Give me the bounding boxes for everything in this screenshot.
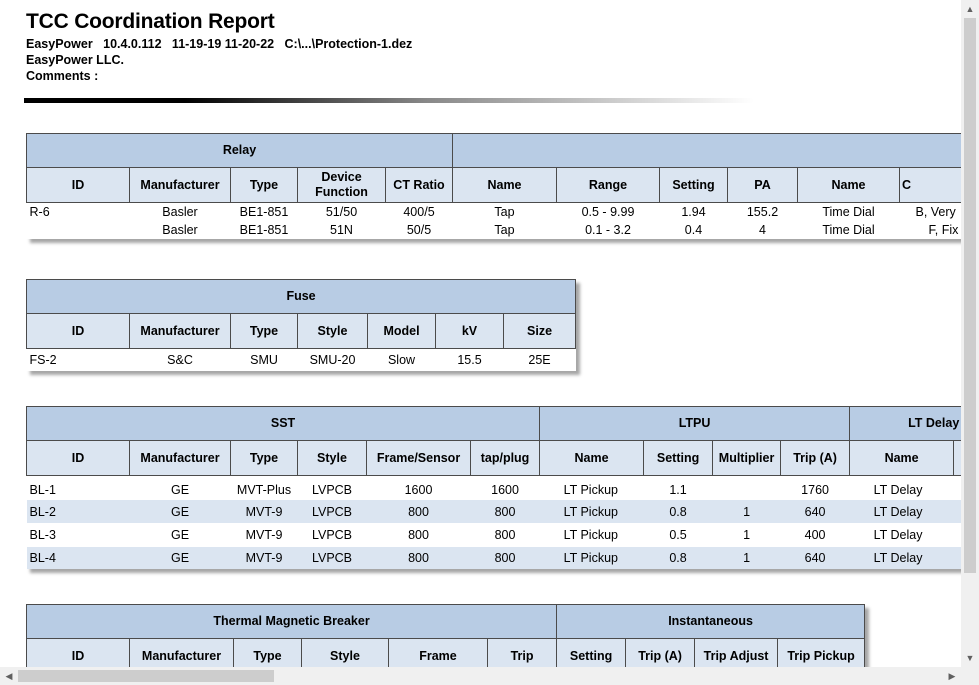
cell: 400/5 [403,205,435,219]
column-header: Manufacturer [130,639,234,668]
column-header: Setting [660,168,728,203]
cell [27,221,130,239]
group-header: Instantaneous [557,605,865,639]
cell: GE [170,483,190,497]
cell: LVPCB [298,500,367,523]
column-header: Manufacturer [130,168,231,203]
cell: 400 [804,528,826,542]
column-header: Manufacturer [130,314,231,349]
cell: LT Pickup [540,500,644,523]
horizontal-scroll-thumb[interactable] [18,670,274,682]
column-header: Frame [389,639,488,668]
vertical-scrollbar[interactable] [961,0,979,667]
cell: BL-3 [29,528,56,542]
column-header: Name [798,168,900,203]
cell: Slow [387,353,416,367]
column-header: CT Ratio [386,168,453,203]
cell: MVT-9 [231,547,298,569]
cell: GE [130,547,231,569]
column-header: tap/plug [471,441,540,476]
column-header: Setting [557,639,626,668]
comments-label: Comments : [26,69,99,83]
cell: 800 [471,500,540,523]
cell [954,523,961,547]
scroll-right-icon[interactable]: ▶ [948,671,956,681]
group-header: Relay [27,134,453,168]
cell: B, Very [915,205,956,219]
column-header: Setting [644,441,713,476]
column-header: Type [231,441,298,476]
cell: 50/5 [406,223,432,237]
column-header: Range [557,168,660,203]
cell: 1600 [491,483,519,497]
column-header: Trip Adjust [695,639,778,668]
column-header: Style [298,441,367,476]
table-row [27,203,962,222]
column-header: Name [850,441,954,476]
column-header: ID [27,639,130,668]
company-name: EasyPower LLC. [26,53,124,67]
scroll-left-icon[interactable]: ◀ [5,671,13,681]
cell: 0.1 - 3.2 [585,223,631,237]
cell: FS-2 [29,353,57,367]
horizontal-scrollbar[interactable] [0,667,961,685]
group-header: LT Delay [850,407,961,441]
cell: 1760 [801,483,829,497]
column-header: Trip (A) [781,441,850,476]
cell: 155.2 [746,205,779,219]
cell: SMU [250,353,278,367]
group-header: SST [27,407,540,441]
report-title: TCC Coordination Report [26,10,275,33]
cell [954,480,961,500]
column-header: Trip [488,639,557,668]
group-header: Fuse [27,280,576,314]
column-header: Multiplier [713,441,781,476]
column-header: Manufacturer [130,441,231,476]
column-header: ID [27,314,130,349]
cell: 800 [408,528,429,542]
group-header [453,134,962,168]
cell: BL-1 [29,483,56,497]
column-header: C [900,168,962,203]
cell: LVPCB [311,483,353,497]
cell: R-6 [29,205,50,219]
cell [713,480,781,500]
vertical-scroll-thumb[interactable] [964,18,976,573]
column-header: Type [231,168,298,203]
cell: 0.5 - 9.99 [581,205,635,219]
column-header: Trip (A) [626,639,695,668]
cell: 15.5 [457,353,482,367]
cell: BE1-851 [239,205,289,219]
cell: BE1-851 [239,223,289,237]
cell: 0.8 [644,500,713,523]
tmb-table [26,604,865,667]
cell: LVPCB [311,528,353,542]
cell: LT Delay [850,547,954,569]
cell: LT Pickup [563,528,618,542]
sst-table [26,406,961,569]
cell: 0.8 [644,547,713,569]
table-row [27,221,962,239]
scroll-up-icon[interactable]: ▲ [965,4,975,14]
column-header: kV [436,314,504,349]
cell: 1 [713,547,781,569]
column-header: Name [453,168,557,203]
cell: 51N [330,223,353,237]
cell: 1 [713,500,781,523]
cell: MVT-9 [231,500,298,523]
cell [954,500,961,523]
column-header: Device Function [298,168,386,203]
cell: GE [130,500,231,523]
cell: 800 [471,547,540,569]
column-header: Size [504,314,576,349]
scroll-down-icon[interactable]: ▼ [965,653,975,663]
cell [954,547,961,569]
table-row [27,500,962,523]
column-header: Style [302,639,389,668]
column-header: Frame/Sensor [367,441,471,476]
cell: Time Dial [822,223,875,237]
cell: 51/50 [325,205,358,219]
cell: 1.1 [669,483,687,497]
report-info-line: EasyPower 10.4.0.112 11-19-19 11-20-22 C:\...\Protection-1.dez [26,37,413,51]
cell: Basler [162,223,198,237]
cell: S&C [167,353,193,367]
cell: 0.4 [684,223,703,237]
cell: MVT-Plus [236,483,292,497]
cell: 640 [781,547,850,569]
cell: SMU-20 [309,353,356,367]
column-header: Type [234,639,302,668]
cell: LT Delay [873,483,923,497]
cell: MVT-9 [245,528,283,542]
cell: 800 [367,500,471,523]
cell: 640 [781,500,850,523]
cell: 1.94 [681,205,706,219]
column-header: ID [27,168,130,203]
cell: LT Pickup [540,547,644,569]
column-header: Name [540,441,644,476]
fuse-table [26,279,576,371]
column-header: Type [231,314,298,349]
cell: Basler [162,205,198,219]
cell: LT Pickup [563,483,618,497]
table-row [27,349,576,372]
column-header: ID [27,441,130,476]
cell: 800 [367,547,471,569]
cell: 4 [759,223,766,237]
cell: LT Delay [850,500,954,523]
table-row [27,523,962,547]
table-row [27,480,962,500]
cell: Time Dial [822,205,875,219]
cell: 0.5 [669,528,687,542]
header-divider [24,98,754,103]
column-header: PA [728,168,798,203]
cell: 800 [494,528,516,542]
column-header: Model [368,314,436,349]
group-header: Thermal Magnetic Breaker [27,605,557,639]
cell: BL-2 [27,500,130,523]
cell: LT Delay [873,528,923,542]
relay-table [26,133,961,239]
cell: 1600 [404,483,433,497]
cell: LVPCB [298,547,367,569]
cell: F, Fix [928,223,959,237]
column-header: Style [298,314,368,349]
cell: Tap [494,223,515,237]
cell: BL-4 [27,547,130,569]
cell: GE [170,528,190,542]
cell: 25E [528,353,551,367]
scrollbar-corner [961,667,979,685]
cell: 1 [743,528,751,542]
column-header [954,441,961,476]
column-header: Trip Pickup [778,639,865,668]
group-header: LTPU [540,407,850,441]
cell: Tap [494,205,515,219]
table-row [27,547,962,569]
